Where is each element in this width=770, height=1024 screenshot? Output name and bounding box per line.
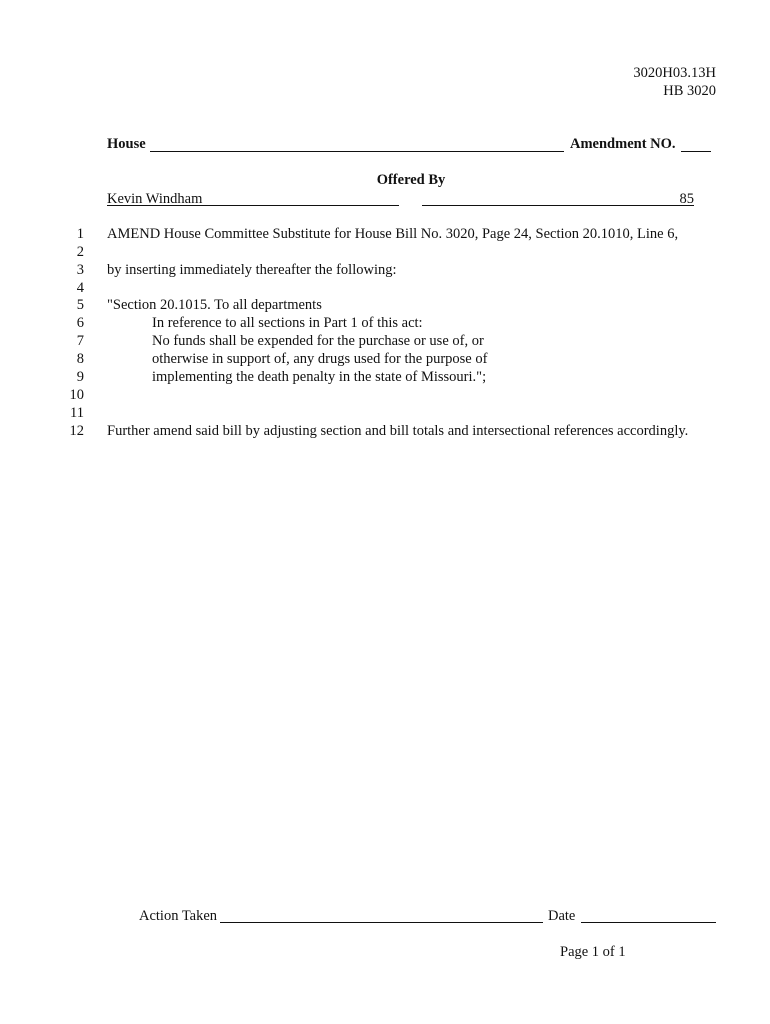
line-number: 12 [69,423,84,439]
line-text: No funds shall be expended for the purchase or use of, or [152,333,484,349]
line-number: 4 [76,280,84,296]
line-text: implementing the death penalty in the state of Missouri."; [152,369,487,385]
line-text: In reference to all sections in Part 1 of this act: [152,315,423,331]
house-blank-line [150,138,564,152]
line-number: 3 [76,262,84,278]
amendment-number-blank [681,138,711,152]
district-number: 85 [679,191,694,207]
line-number: 10 [69,387,84,403]
document-code: 3020H03.13H [633,65,716,81]
line-number: 11 [70,405,84,421]
offered-by-label: Offered By [376,172,446,188]
line-text: by inserting immediately thereafter the following: [107,262,397,278]
sponsor-name: Kevin Windham [107,191,203,207]
sponsor-line [107,190,399,206]
date-label: Date [548,908,576,924]
line-number: 6 [76,315,84,331]
line-number: 1 [76,226,84,242]
date-blank [581,909,716,923]
line-text: otherwise in support of, any drugs used for the purpose of [152,351,488,367]
bill-number: HB 3020 [663,83,716,99]
house-label: House [107,136,146,152]
line-number: 7 [76,333,84,349]
line-text: Further amend said bill by adjusting section and bill totals and intersectional references accordingly. [107,423,689,439]
line-number: 9 [76,369,84,385]
line-text: "Section 20.1015. To all departments [107,297,322,313]
amendment-number-label: Amendment NO. [570,136,676,152]
line-number: 2 [76,244,84,260]
line-number: 5 [76,297,84,313]
line-text: AMEND House Committee Substitute for House Bill No. 3020, Page 24, Section 20.1010, Line 6, [107,226,679,242]
page-number: Page 1 of 1 [560,944,626,960]
district-line [422,190,694,206]
action-taken-blank [220,909,543,923]
action-taken-label: Action Taken [139,908,218,924]
line-number: 8 [76,351,84,367]
